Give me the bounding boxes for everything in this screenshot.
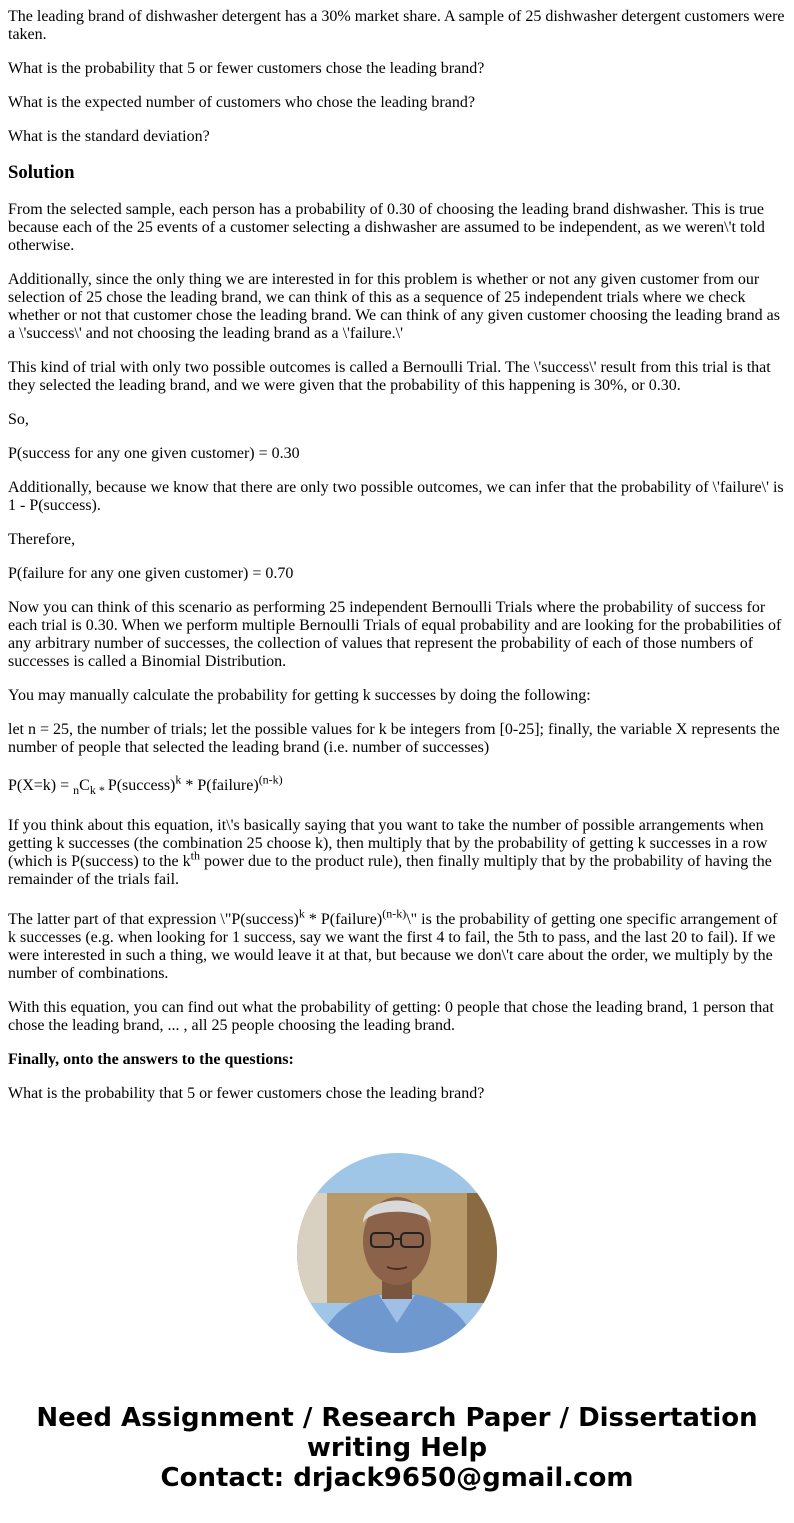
- solution-paragraph-3: This kind of trial with only two possible outcomes is called a Bernoulli Trial. The \'success\' result from this trial is that they selected the leading brand, and we were given that the probability of this happening is 30%, or 0.30.: [8, 359, 771, 394]
- formula-sup-nk: (n-k): [258, 772, 283, 787]
- solution-paragraph-8: P(failure for any one given customer) = 0.70: [8, 565, 294, 582]
- question-intro: The leading brand of dishwasher detergent has a 30% market share. A sample of 25 dishwasher detergent customers were taken.: [8, 8, 785, 43]
- solution-paragraph-10: You may manually calculate the probability for getting k successes by doing the following:: [8, 687, 591, 704]
- p12-part-a: If you think about this equation, it\'s basically saying that you want to take the number of possible arrangements when getting k successes (the combination 25 choose k), then multiply that by the probability of getting k successes in a row (which is P(success) to the k: [8, 817, 768, 870]
- p13-part-c: \" is the probability of getting one specific arrangement of k successes (e.g. when looking for 1 success, say we want the first 4 to fail, the 5th to pass, and the last 20 to fail). If we were interested in such a thing, we would leave it at that, but because we don\'t care about the order, we multiply by the number of combinations.: [8, 911, 778, 982]
- solution-paragraph-15: [8, 1051, 786, 1069]
- author-avatar: [297, 1153, 497, 1353]
- question-3: What is the standard deviation?: [8, 128, 210, 145]
- formula-failure: * P(failure): [181, 777, 259, 794]
- solution-paragraph-14: With this equation, you can find out what the probability of getting: 0 people that chose the leading brand, 1 person that chose the leading brand, ... , all 25 people choosing the leading brand.: [8, 999, 774, 1034]
- p12-sup: th: [190, 848, 200, 863]
- solution-paragraph-2: Additionally, since the only thing we are interested in for this problem is whether or not any given customer from our selection of 25 chose the leading brand, we can think of this as a sequence of 25 independent trials where we check whether or not that customer chose the leading brand. We can think of any given customer choosing the leading brand as a \'success\' and not choosing the leading brand as a \'failure.\': [8, 271, 780, 342]
- p12-part-b: power due to the product rule), then finally multiply that by the probability of having the remainder of the trials fail.: [8, 853, 772, 888]
- document-body: [0, 8, 794, 1119]
- promo-line-1: Need Assignment / Research Paper / Dissertation: [36, 1403, 758, 1433]
- solution-paragraph-16: What is the probability that 5 or fewer customers chose the leading brand?: [8, 1085, 485, 1102]
- solution-paragraph-11: let n = 25, the number of trials; let the possible values for k be integers from [0-25]; finally, the variable X represents the number of people that selected the leading brand (i.e. number of successes): [8, 721, 780, 756]
- p13-sup-2: (n-k): [382, 906, 407, 921]
- solution-paragraph-1: From the selected sample, each person has a probability of 0.30 of choosing the leading brand dishwasher. This is true because each of the 25 events of a customer selecting a dishwasher are assumed to be independent, as we weren\'t told otherwise.: [8, 201, 765, 254]
- formula-lhs: P(X=k) =: [8, 777, 74, 794]
- formula-sup-k: k: [175, 772, 182, 787]
- solution-paragraph-4: So,: [8, 411, 29, 428]
- formula-c: C: [79, 777, 90, 794]
- promo-line-2: writing Help: [306, 1433, 488, 1463]
- person-portrait-icon: [297, 1153, 497, 1353]
- p13-sup-1: k: [298, 906, 305, 921]
- solution-paragraph-13: [8, 906, 786, 983]
- p13-part-a: The latter part of that expression \"P(success): [8, 911, 299, 928]
- question-2: What is the expected number of customers who chose the leading brand?: [8, 94, 475, 111]
- binomial-formula: [8, 772, 786, 798]
- formula-sub-n: n: [73, 783, 80, 798]
- solution-paragraph-5: P(success for any one given customer) = 0.30: [8, 445, 300, 462]
- answers-heading: Finally, onto the answers to the questions:: [8, 1051, 294, 1068]
- question-1: What is the probability that 5 or fewer customers chose the leading brand?: [8, 60, 485, 77]
- formula-sub-k: k *: [89, 783, 108, 798]
- promo-contact: Contact: drjack9650@gmail.com: [160, 1463, 634, 1493]
- solution-paragraph-6: Additionally, because we know that there are only two possible outcomes, we can infer that the probability of \'failure\' is 1 - P(success).: [8, 479, 784, 514]
- solution-paragraph-12: [8, 817, 786, 889]
- solution-paragraph-9: Now you can think of this scenario as performing 25 independent Bernoulli Trials where the probability of success for each trial is 0.30. When we perform multiple Bernoulli Trials of equal probability and are looking for the probabilities of any arbitrary number of successes, the collection of values that represent the probability of each of those numbers of successes is called a Binomial Distribution.: [8, 599, 782, 670]
- solution-heading: Solution: [8, 162, 75, 183]
- promo-banner: [0, 1403, 794, 1493]
- solution-paragraph-7: Therefore,: [8, 531, 76, 548]
- p13-part-b: * P(failure): [304, 911, 383, 928]
- formula-success: P(success): [107, 777, 176, 794]
